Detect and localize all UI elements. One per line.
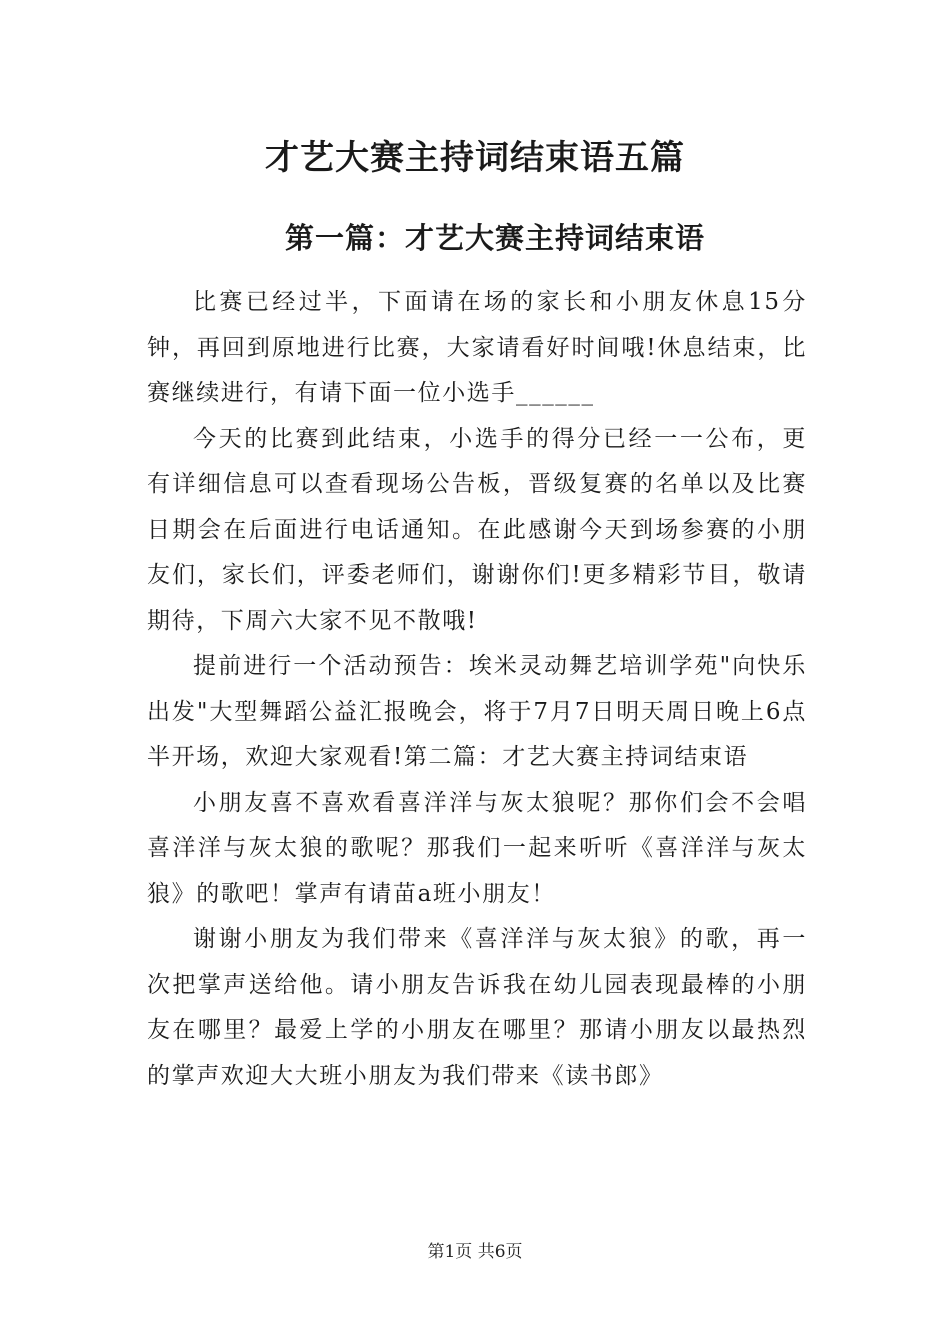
paragraph-2: 今天的比赛到此结束，小选手的得分已经一一公布，更有详细信息可以查看现场公告板，晋级复赛的名单以及比赛日期会在后面进行电话通知。在此感谢今天到场参赛的小朋友们，家长们，评委老师们，谢谢你们!更多精彩节目，敬请期待，下周六大家不见不散哦! (147, 425, 807, 634)
paragraph-4: 小朋友喜不喜欢看喜洋洋与灰太狼呢？那你们会不会唱喜洋洋与灰太狼的歌呢？那我们一起来听听《喜洋洋与灰太狼》的歌吧！掌声有请苗a班小朋友！ (147, 789, 807, 907)
document-title: 才艺大赛主持词结束语五篇 (265, 138, 685, 178)
document-body (147, 280, 807, 1099)
paragraph-5: 谢谢小朋友为我们带来《喜洋洋与灰太狼》的歌，再一次把掌声送给他。请小朋友告诉我在幼儿园表现最棒的小朋友在哪里？最爱上学的小朋友在哪里？那请小朋友以最热烈的掌声欢迎大大班小朋友为我们带来《读书郎》 (147, 926, 807, 1089)
paragraph-3: 提前进行一个活动预告：埃米灵动舞艺培训学苑"向快乐出发"大型舞蹈公益汇报晚会，将于7月7日明天周日晚上6点半开场，欢迎大家观看!第二篇：才艺大赛主持词结束语 (147, 653, 807, 770)
page-footer: 第1页 共6页 (427, 1242, 523, 1262)
section-title: 第一篇：才艺大赛主持词结束语 (284, 221, 705, 255)
paragraph-1: 比赛已经过半，下面请在场的家长和小朋友休息15分钟，再回到原地进行比赛，大家请看好时间哦!休息结束，比赛继续进行，有请下面一位小选手______ (147, 289, 807, 406)
